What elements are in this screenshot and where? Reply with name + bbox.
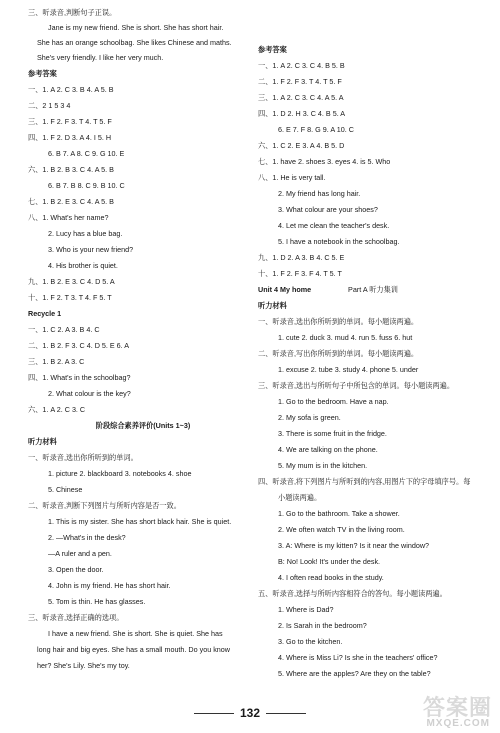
right-text-line: 二、听录音,写出你所听到的单词。每小题读两遍。 (258, 349, 419, 358)
right-text-line: 2. Is Sarah in the bedroom? (278, 621, 367, 630)
right-text-line: 六、1. C 2. E 3. A 4. B 5. D (258, 141, 345, 150)
right-text-line: 八、1. He is very tall. (258, 173, 326, 182)
left-text-line: 四、1. F 2. D 3. A 4. I 5. H (28, 133, 112, 142)
left-text-line: 1. This is my sister. She has short black hair. She is quiet. (48, 517, 232, 526)
right-text-line: 3. What colour are your shoes? (278, 205, 378, 214)
left-text-line: 三、听录音,判断句子正误。 (28, 8, 117, 17)
right-text-line: 九、1. D 2. A 3. B 4. C 5. E (258, 253, 345, 262)
left-text-line: 三、听录音,选择正确的选项。 (28, 613, 124, 622)
right-text-line: 二、1. F 2. F 3. T 4. T 5. F (258, 77, 342, 86)
left-text-line: 听力材料 (28, 437, 57, 446)
left-text-line: 1. picture 2. blackboard 3. notebooks 4. shoe (48, 469, 192, 478)
right-text-line: 4. We are talking on the phone. (278, 445, 378, 454)
watermark-big-text: 答案圈 (422, 695, 492, 720)
left-text-line: 一、听录音,选出你所听到的单词。 (28, 453, 138, 462)
right-text-line: Unit 4 My home (258, 285, 312, 294)
left-text-line: 七、1. B 2. E 3. C 4. A 5. B (28, 197, 114, 206)
left-text-line: She's very friendly. I like her very much. (37, 53, 164, 62)
right-text-line: 五、听录音,选择与所听内容相符合的答句。每小题读两遍。 (258, 589, 447, 598)
left-text-line: 2. Lucy has a blue bag. (48, 229, 123, 238)
watermark-logo (414, 691, 494, 729)
left-text-line: 一、1. C 2. A 3. B 4. C (28, 325, 100, 334)
right-text-line: 4. Let me clean the teacher's desk. (278, 221, 390, 230)
divider-right (266, 713, 306, 714)
right-text-line: 3. A: Where is my kitten? Is it near the window? (278, 541, 430, 550)
left-text-line: 参考答案 (28, 69, 57, 78)
divider-left (194, 713, 234, 714)
left-text-line: 四、1. What's in the schoolbag? (28, 373, 131, 382)
right-text-line: 5. Where are the apples? Are they on the table? (278, 669, 431, 678)
right-text-line: 听力材料 (258, 301, 287, 310)
left-text-line: Jane is my new friend. She is short. She has short hair. (48, 23, 224, 32)
right-text-line: 四、1. D 2. H 3. C 4. B 5. A (258, 109, 346, 118)
left-text-line: 4. John is my friend. He has short hair. (48, 581, 171, 590)
left-text-line: 二、1. B 2. F 3. C 4. D 5. E 6. A (28, 341, 130, 350)
right-text-line: 6. E 7. F 8. G 9. A 10. C (278, 125, 354, 134)
left-text-line: 三、1. B 2. A 3. C (28, 357, 85, 366)
left-text-line: 阶段综合素养评价(Units 1~3) (95, 421, 191, 430)
right-text-line: 4. Where is Miss Li? Is she in the teachers' office? (278, 653, 438, 662)
page-number: 132 (239, 706, 261, 720)
right-text-line: 1. Where is Dad? (278, 605, 334, 614)
left-text-line: her? She's Lily. She's my toy. (37, 661, 130, 670)
left-text-line: 5. Tom is thin. He has glasses. (48, 597, 146, 606)
left-text-line: 六、1. B 2. B 3. C 4. A 5. B (28, 165, 114, 174)
right-text-line: 1. excuse 2. tube 3. study 4. phone 5. under (278, 365, 419, 374)
left-text-line: 4. His brother is quiet. (48, 261, 118, 270)
left-text-line: 三、1. F 2. F 3. T 4. T 5. F (28, 117, 112, 126)
left-text-line: —A ruler and a pen. (48, 549, 112, 558)
left-text-line: 八、1. What's her name? (28, 213, 109, 222)
left-text-line: She has an orange schoolbag. She likes Chinese and maths. (37, 38, 232, 47)
right-text-line: 三、1. A 2. C 3. C 4. A 5. A (258, 93, 344, 102)
left-text-line: 六、1. A 2. C 3. C (28, 405, 86, 414)
left-text-line: 2. What colour is the key? (48, 389, 131, 398)
right-text-line: 四、听录音,将下列图片与所听到的内容,用图片下的字母填序号。每 (258, 477, 471, 486)
right-text-line: 3. Go to the kitchen. (278, 637, 343, 646)
right-text-line: 5. I have a notebook in the schoolbag. (278, 237, 400, 246)
watermark-small-text: MXQE.COM (426, 718, 490, 729)
right-text-line: 七、1. have 2. shoes 3. eyes 4. is 5. Who (258, 157, 391, 166)
left-text-line: long hair and big eyes. She has a small mouth. Do you know (37, 645, 230, 654)
right-text-line: 十、1. F 2. F 3. F 4. T 5. T (258, 269, 342, 278)
left-text-line: 5. Chinese (48, 485, 83, 494)
left-text-line: 一、1. A 2. C 3. B 4. A 5. B (28, 85, 114, 94)
left-text-line: 6. B 7. A 8. C 9. G 10. E (48, 149, 125, 158)
right-text-line: Part A 听力集训 (348, 285, 398, 294)
right-text-line: 1. Go to the bedroom. Have a nap. (278, 397, 389, 406)
left-text-line: I have a new friend. She is short. She is quiet. She has (48, 629, 223, 638)
right-text-line: 参考答案 (258, 45, 287, 54)
right-text-line: 2. My friend has long hair. (278, 189, 361, 198)
right-text-line: 4. I often read books in the study. (278, 573, 384, 582)
left-text-line: Recycle 1 (28, 309, 62, 318)
left-text-line: 十、1. F 2. T 3. T 4. F 5. T (28, 293, 112, 302)
left-text-line: 二、听录音,判断下列图片与所听内容是否一致。 (28, 501, 181, 510)
right-text-line: 2. My sofa is green. (278, 413, 341, 422)
right-text-line: 一、1. A 2. C 3. C 4. B 5. B (258, 61, 345, 70)
right-text-line: 1. cute 2. duck 3. mud 4. run 5. fuss 6. hut (278, 333, 413, 342)
right-text-line: 小题读两遍。 (278, 493, 322, 502)
right-text-line: 一、听录音,选出你所听到的单词。每小题读两遍。 (258, 317, 419, 326)
left-text-line: 二、2 1 5 3 4 (28, 101, 71, 110)
left-text-line: 3. Who is your new friend? (48, 245, 134, 254)
right-text-line: 1. Go to the bathroom. Take a shower. (278, 509, 400, 518)
right-text-line: 2. We often watch TV in the living room. (278, 525, 405, 534)
left-text-line: 3. Open the door. (48, 565, 104, 574)
left-text-line: 2. —What's in the desk? (48, 533, 126, 542)
left-text-line: 6. B 7. B 8. C 9. B 10. C (48, 181, 125, 190)
left-text-line: 九、1. B 2. E 3. C 4. D 5. A (28, 277, 115, 286)
right-text-line: 三、听录音,选出与所听句子中所包含的单词。每小题读两遍。 (258, 381, 455, 390)
right-text-line: 5. My mum is in the kitchen. (278, 461, 368, 470)
right-text-line: B: No! Look! It's under the desk. (278, 557, 381, 566)
right-text-line: 3. There is some fruit in the fridge. (278, 429, 387, 438)
